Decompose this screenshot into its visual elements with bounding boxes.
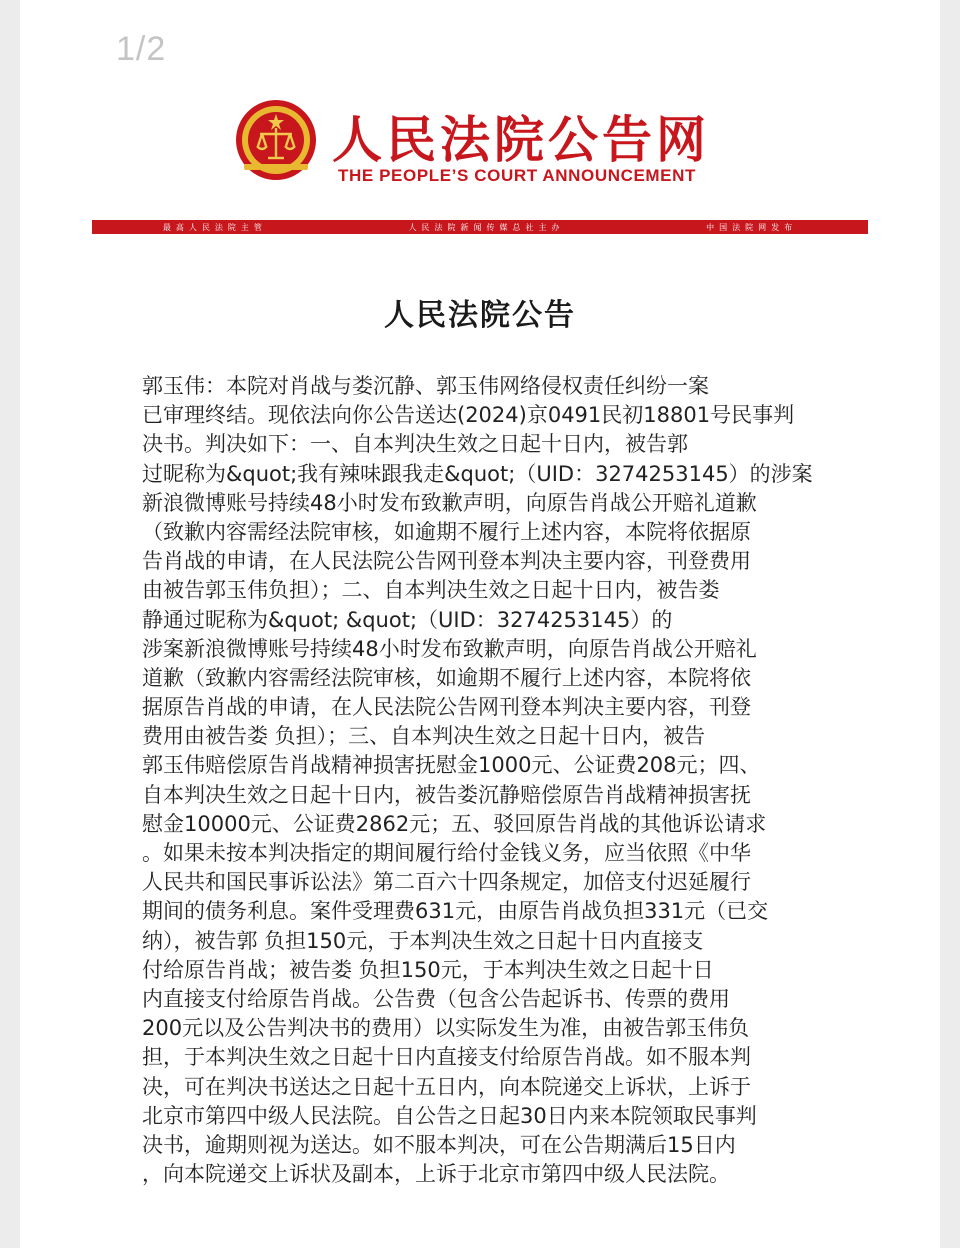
document-line: 已审理终结。现依法向你公告送达(2024)京0491民初18801号民事判 — [142, 403, 795, 428]
document-line: 北京市第四中级人民法院。自公告之日起30日内来本院领取民事判 — [142, 1103, 757, 1128]
document-line: 郭玉伟赔偿原告肖战精神损害抚慰金1000元、公证费208元；四、 — [142, 753, 761, 778]
document-title: 人民法院公告 — [384, 298, 576, 333]
document-line: 静通过昵称为&quot; &quot;（UID：3274253145）的 — [142, 607, 673, 632]
document-line: 慰金10000元、公证费2862元；五、驳回原告肖战的其他诉讼请求 — [142, 811, 767, 836]
band-item: 中国法院网发布 — [706, 222, 798, 232]
document-line: 道歉（致歉内容需经法院审核，如逾期不履行上述内容，本院将依 — [142, 665, 751, 690]
document-line: 郭玉伟：本院对肖战与娄沉静、郭玉伟网络侵权责任纠纷一案 — [142, 374, 709, 398]
document-line: 纳），被告郭 负担150元，于本判决生效之日起十日内直接支 — [142, 928, 704, 953]
site-logo-title: 人民法院公告网 — [332, 111, 710, 169]
document-line: 人民共和国民事诉讼法》第二百六十四条规定，加倍支付迟延履行 — [142, 870, 751, 895]
document-line: 过昵称为&quot;我有辣味跟我走&quot;（UID：3274253145）的涉案 — [142, 461, 813, 486]
document-line: 内直接支付给原告肖战。公告费（包含公告起诉书、传票的费用 — [142, 986, 730, 1011]
document-line: 决书。判决如下：一、自本判决生效之日起十日内，被告郭 — [142, 432, 688, 457]
document-line: 涉案新浪微博账号持续48小时发布致歉声明，向原告肖战公开赔礼 — [142, 636, 757, 661]
document-line: 担，于本判决生效之日起十日内直接支付给原告肖战。如不服本判 — [142, 1045, 751, 1070]
court-emblem-icon — [234, 98, 318, 182]
document-line: 据原告肖战的申请，在人民法院公告网刊登本判决主要内容，刊登 — [142, 695, 751, 720]
document-body — [142, 372, 826, 1189]
document-line: 自本判决生效之日起十日内，被告娄沉静赔偿原告肖战精神损害抚 — [142, 782, 751, 807]
page-indicator: 1/2 — [116, 30, 167, 68]
document-line: 由被告郭玉伟负担）；二、自本判决生效之日起十日内，被告娄 — [142, 578, 720, 603]
document-line: 期间的债务利息。案件受理费631元，由原告肖战负担331元（已交 — [142, 899, 769, 924]
document-line: 费用由被告娄 负担）；三、自本判决生效之日起十日内，被告 — [142, 724, 706, 749]
document-line: 200元以及公告判决书的费用）以实际发生为准，由被告郭玉伟负 — [142, 1016, 750, 1041]
document-line: 付给原告肖战；被告娄 负担150元，于本判决生效之日起十日 — [142, 957, 714, 982]
document-line: 新浪微博账号持续48小时发布致歉声明，向原告肖战公开赔礼道歉 — [142, 490, 757, 515]
document-line: 告肖战的申请，在人民法院公告网刊登本判决主要内容，刊登费用 — [142, 549, 751, 574]
band-item: 人民法院新闻传媒总社主办 — [408, 222, 565, 232]
site-logo-subtitle: THE PEOPLE’S COURT ANNOUNCEMENT — [338, 166, 696, 185]
document-line: 决，可在判决书送达之日起十五日内，向本院递交上诉状，上诉于 — [142, 1074, 751, 1099]
band-item: 最高人民法院主管 — [162, 222, 267, 232]
document-line: （致歉内容需经法院审核，如逾期不履行上述内容，本院将依据原 — [142, 519, 751, 544]
document-line: 。如果未按本判决指定的期间履行给付金钱义务，应当依照《中华 — [142, 841, 751, 865]
header-band — [92, 220, 868, 234]
document-line: 决书，逾期则视为送达。如不服本判决，可在公告期满后15日内 — [142, 1132, 736, 1157]
document-line: ，向本院递交上诉状及副本，上诉于北京市第四中级人民法院。 — [142, 1162, 730, 1187]
document-page — [20, 0, 940, 1248]
